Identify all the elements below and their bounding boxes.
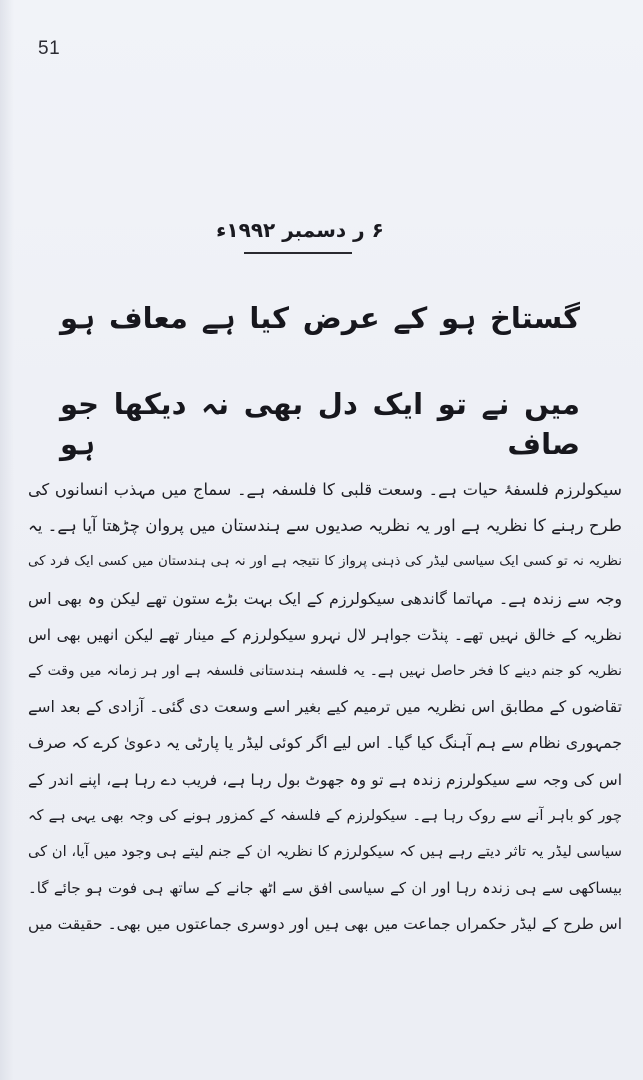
date-underline: [244, 252, 352, 254]
body-line: اس طرح کے لیڈر حکمراں جماعت میں بھی ہیں اور دوسری جماعتوں میں بھی۔ حقیقت میں: [28, 915, 622, 934]
couplet-line-2: میں نے تو ایک دل بھی نہ دیکھا جو صاف ہو: [60, 387, 580, 461]
body-line: جمہوری نظام سے ہم آہنگ کیا گیا۔ اس لیے اگر کوئی لیڈر یا پارٹی یہ دعویٰ کرے کہ صرف: [28, 733, 622, 753]
body-line: سیاسی لیڈر یہ تاثر دیتے رہے ہیں کہ سیکولرزم کا نظریہ ان کے جنم لیتے ہی وجود میں آیا، ان کی: [28, 842, 622, 860]
body-line: تقاضوں کے مطابق اس نظریہ میں ترمیم کیے بغیر اسے وسعت دی گئی۔ آزادی کے بعد اسے: [28, 697, 622, 717]
body-line: وجہ سے زندہ ہے۔ مہاتما گاندھی سیکولرزم کے ایک بہت بڑے ستون تھے لیکن وہ بھی اس: [28, 588, 622, 608]
body-line: نظریہ کے خالق نہیں تھے۔ پنڈت جواہر لال نہرو سیکولرزم کے مینار تھے لیکن انھیں بھی اس: [28, 625, 622, 644]
page-number: 51: [38, 38, 61, 59]
body-line: نظریہ نہ تو کسی ایک سیاسی لیڈر کی ذہنی پرواز کا نتیجہ ہے اور نہ ہی ہندستان میں کسی ایک فرد کی: [28, 554, 622, 570]
body-line: طرح رہنے کا نظریہ ہے اور یہ نظریہ صدیوں سے ہندستان میں پروان چڑھتا آیا ہے۔ یہ: [28, 516, 622, 536]
body-paragraph: [28, 472, 622, 942]
body-line: بیساکھی سے ہی زندہ رہا اور ان کے سیاسی افق سے اٹھ جانے کے ساتھ ہی فوت ہو جائے گا۔: [28, 879, 622, 898]
page-edge-shadow: [0, 0, 14, 1080]
couplet-line-1: گستاخ ہو کے عرض کیا ہے معاف ہو: [60, 301, 580, 335]
body-line: اس کی وجہ سے سیکولرزم زندہ ہے تو وہ جھوٹ بول رہا ہے، فریب دے رہا ہے، اپنے اندر کے: [28, 770, 622, 789]
body-line: نظریہ کو جنم دینے کا فخر حاصل نہیں ہے۔ یہ فلسفہ ہندستانی فلسفہ ہے اور ہر زمانہ میں وقت کے: [28, 662, 622, 679]
body-line: چور کو باہر آنے سے روک رہا ہے۔ سیکولرزم کے فلسفہ کے کمزور ہونے کی وجہ بھی یہی ہے کہ: [28, 806, 622, 824]
date-heading: ۶ ر دسمبر ۱۹۹۲ء: [216, 218, 384, 242]
body-line: سیکولرزم فلسفۂ حیات ہے۔ وسعت قلبی کا فلسفہ ہے۔ سماج میں مہذب انسانوں کی: [28, 480, 622, 499]
